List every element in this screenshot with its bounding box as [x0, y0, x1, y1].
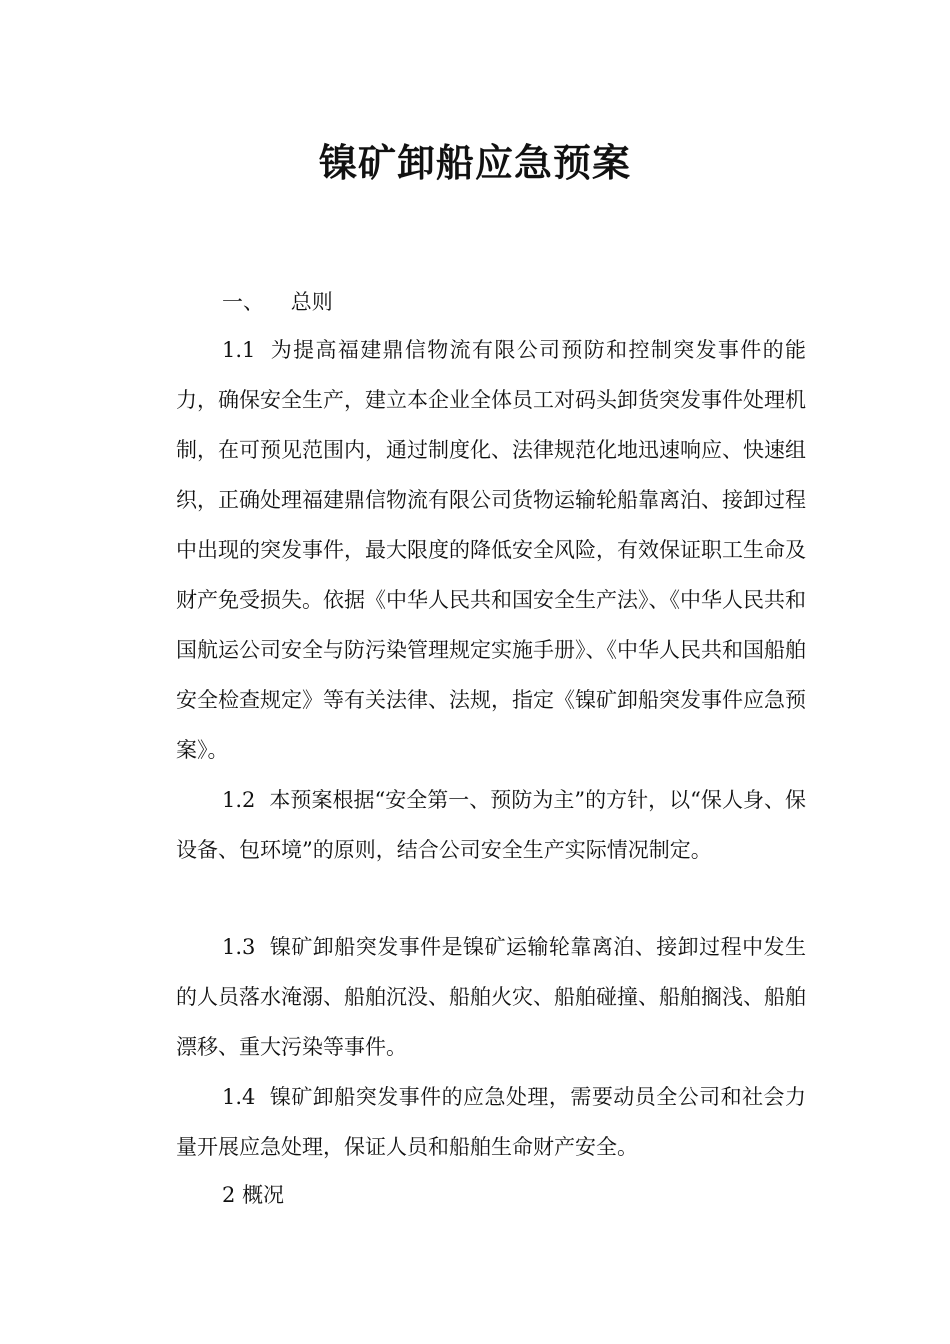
- section-title: 总则: [290, 290, 333, 314]
- paragraph-number: 1.3: [222, 935, 256, 959]
- paragraph-text: 本预案根据“安全第一、预防为主”的方针，以“保人身、保设备、包环境”的原则，结合公司安全生产实际情况制定。: [176, 788, 806, 862]
- paragraph-number: 1.1: [222, 338, 256, 362]
- section-number: 2: [222, 1183, 236, 1207]
- paragraph-1-4: [176, 1072, 806, 1172]
- paragraph-1-2: [176, 775, 806, 875]
- paragraph-number: 1.4: [222, 1085, 256, 1109]
- section-heading-overview: [222, 1180, 284, 1210]
- paragraph-1-3: [176, 922, 806, 1072]
- paragraph-text: 为提高福建鼎信物流有限公司预防和控制突发事件的能力，确保安全生产，建立本企业全体员工对码头卸货突发事件处理机制，在可预见范围内，通过制度化、法律规范化地迅速响应、快速组织，正确处理福建鼎信物流有限公司货物运输轮船靠离泊、接卸过程中出现的突发事件，最大限度的降低安全风险，有效保证职工生命及财产免受损失。依据《中华人民共和国安全生产法》、《中华人民共和国航运公司安全与防污染管理规定实施手册》、《中华人民共和国船舶安全检查规定》等有关法律、法规，指定《镍矿卸船突发事件应急预案》。: [176, 338, 806, 762]
- section-number: 一、: [222, 290, 264, 314]
- section-heading-general: [222, 287, 333, 317]
- paragraph-text: 镍矿卸船突发事件的应急处理，需要动员全公司和社会力量开展应急处理，保证人员和船舶生命财产安全。: [176, 1085, 806, 1159]
- paragraph-number: 1.2: [222, 788, 256, 812]
- document-title: 镍矿卸船应急预案: [318, 140, 631, 185]
- section-title: 概况: [242, 1183, 285, 1207]
- paragraph-text: 镍矿卸船突发事件是镍矿运输轮靠离泊、接卸过程中发生的人员落水淹溺、船舶沉没、船舶火灾、船舶碰撞、船舶搁浅、船舶漂移、重大污染等事件。: [176, 935, 806, 1059]
- paragraph-1-1: [176, 325, 806, 775]
